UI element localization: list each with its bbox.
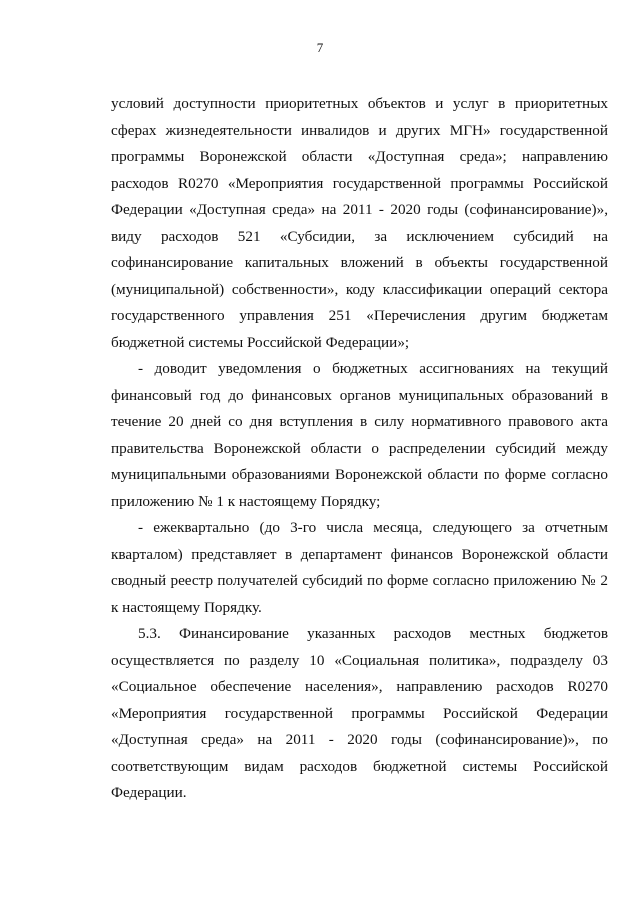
document-body (111, 91, 608, 807)
page-number: 7 (316, 40, 324, 55)
paragraph-quarterly-report-item: - ежеквартально (до 3-го числа месяца, следующего за отчетным кварталом) представляет в департамент финансов Воронежской области сводный реестр получателей субсидий по форме согласно приложению № 2 к настоящему Порядку. (111, 519, 608, 616)
paragraph-notification-item: - доводит уведомления о бюджетных ассигнованиях на текущий финансовый год до финансовых органов муниципальных образований в течение 20 дней со дня вступления в силу нормативного правового акта правительства Воронежской области о распределении субсидий между муниципальными образованиями Воронежской области по форме согласно приложению № 1 к настоящему Порядку; (111, 360, 608, 510)
paragraph-continuation: условий доступности приоритетных объектов и услуг в приоритетных сферах жизнедеятельности инвалидов и других МГН» государственной программы Воронежской области «Доступная среда»; направлению расходов R0270 «Мероприятия государственной программы Российской Федерации «Доступная среда» на 2011 - 2020 годы (софинансирование)», виду расходов 521 «Субсидии, за исключением субсидий на софинансирование капитальных вложений в объекты государственной (муниципальной) собственности», коду классификации операций сектора государственного управления 251 «Перечисления другим бюджетам бюджетной системы Российской Федерации»; (111, 95, 608, 351)
paragraph-section-5-3: 5.3. Финансирование указанных расходов местных бюджетов осуществляется по разделу 10 «Социальная политика», подразделу 03 «Социальное обеспечение населения», направлению расходов R0270 «Мероприятия государственной программы Российской Федерации «Доступная среда» на 2011 - 2020 годы (софинансирование)», по соответствующим видам расходов бюджетной системы Российской Федерации. (111, 625, 608, 801)
